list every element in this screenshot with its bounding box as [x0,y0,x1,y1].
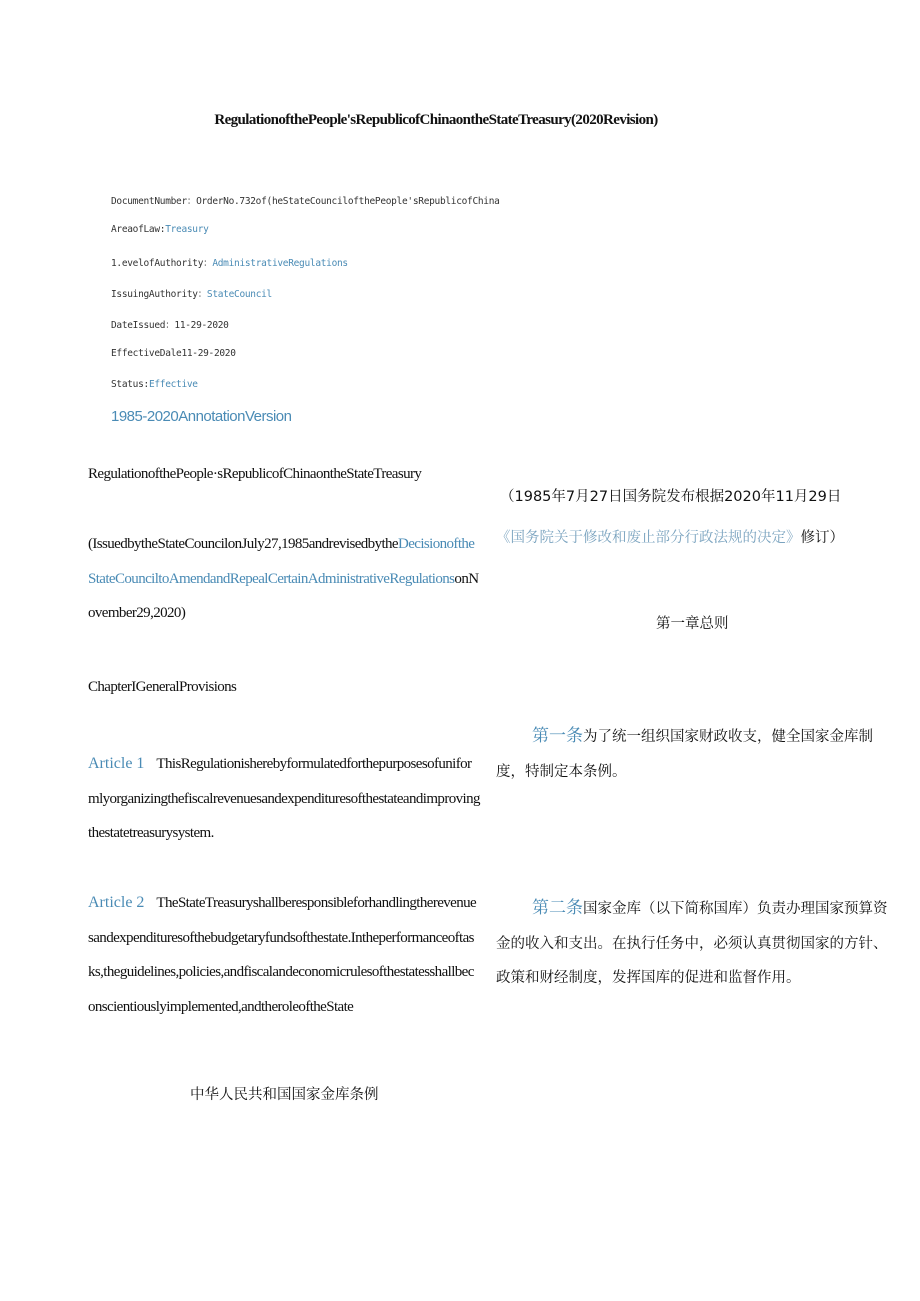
status [111,379,198,390]
chinese-issued-prefix: （1985年7月27日国务院发布根据2020年11月29日 [500,489,842,505]
english-article-1-label[interactable]: Article 1 [88,755,145,772]
document-number: DocumentNumber：OrderNo.732of(heStateCouncilofthePeople'sRepublicofChina [111,196,500,207]
date-issued: DateIssued：11-29-2020 [111,320,229,331]
issuing-authority [111,286,272,300]
english-issued-prefix: (IssuedbytheStateCouncilonJuly27,1985andrevisedbythe [88,536,398,552]
english-article-2-text: TheStateTreasuryshallberesponsibleforhandlingtherevenuesandexpendituresofthebudgetaryfundsofthestate.Intheperformanceoftasks,theguidelines,policies,andfiscalandeconomicrulesofthestatesshallbeconscientiouslyimplemented,andtheroleoftheState [88,895,477,1015]
english-article-2 [88,886,480,1024]
chinese-article-1-label[interactable]: 第一条 [532,726,583,746]
english-issued-suffix: onNovember29,2020) [88,570,479,621]
status-label: Status: [111,379,149,390]
level-of-authority-link[interactable]: AdministrativeRegulations [212,258,348,269]
effective-date: EffectiveDale11-29-2020 [111,348,236,359]
chinese-issued-suffix: 修订） [800,530,844,546]
document-title: RegulationofthePeople'sRepublicofChinaontheStateTreasury(2020Revision) [214,112,658,128]
issuing-authority-label: IssuingAuthority： [111,289,207,300]
area-of-law-link[interactable]: Treasury [165,224,209,235]
english-article-2-label[interactable]: Article 2 [88,894,145,911]
chinese-chapter-heading: 第一章总则 [656,616,729,632]
english-decision-link[interactable]: DecisionoftheStateCounciltoAmendandRepealCertainAdministrativeRegulations [88,536,475,587]
english-article-1 [88,747,480,851]
chinese-article-1 [496,719,896,789]
chinese-issued-note [496,526,844,547]
chinese-decision-link[interactable]: 《国务院关于修改和废止部分行政法规的决定》 [496,530,801,546]
annotation-version-link[interactable]: 1985-2020AnnotationVersion [111,408,292,425]
area-of-law-label: AreaofLaw: [111,224,166,235]
chinese-article-2 [496,891,896,996]
chinese-article-2-label[interactable]: 第二条 [532,898,583,918]
level-of-authority [111,255,348,269]
level-of-authority-label: 1.evelofAuthority： [111,258,213,269]
chinese-footer-title: 中华人民共和国国家金库条例 [190,1087,379,1103]
status-link[interactable]: Effective [148,379,198,390]
english-issued-note [88,527,480,631]
english-article-1-text: ThisRegulationisherebyformulatedforthepurposesofuniformlyorganizingthefiscalrevenuesandexpendituresofthestateandimprovingthestatetreasurysystem. [88,756,480,841]
chinese-article-2-text: 国家金库（以下简称国库）负责办理国家预算资金的收入和支出。在执行任务中，必须认真贯彻国家的方针、政策和财经制度，发挥国库的促进和监督作用。 [496,901,888,986]
english-heading: RegulationofthePeople·sRepublicofChinaontheStateTreasury [88,466,422,482]
issuing-authority-link[interactable]: StateCouncil [206,289,272,300]
english-chapter-heading: ChapterIGeneralProvisions [88,679,237,695]
area-of-law [111,224,209,235]
chinese-article-1-text: 为了统一组织国家财政收支，健全国家金库制度，特制定本条例。 [496,729,873,780]
